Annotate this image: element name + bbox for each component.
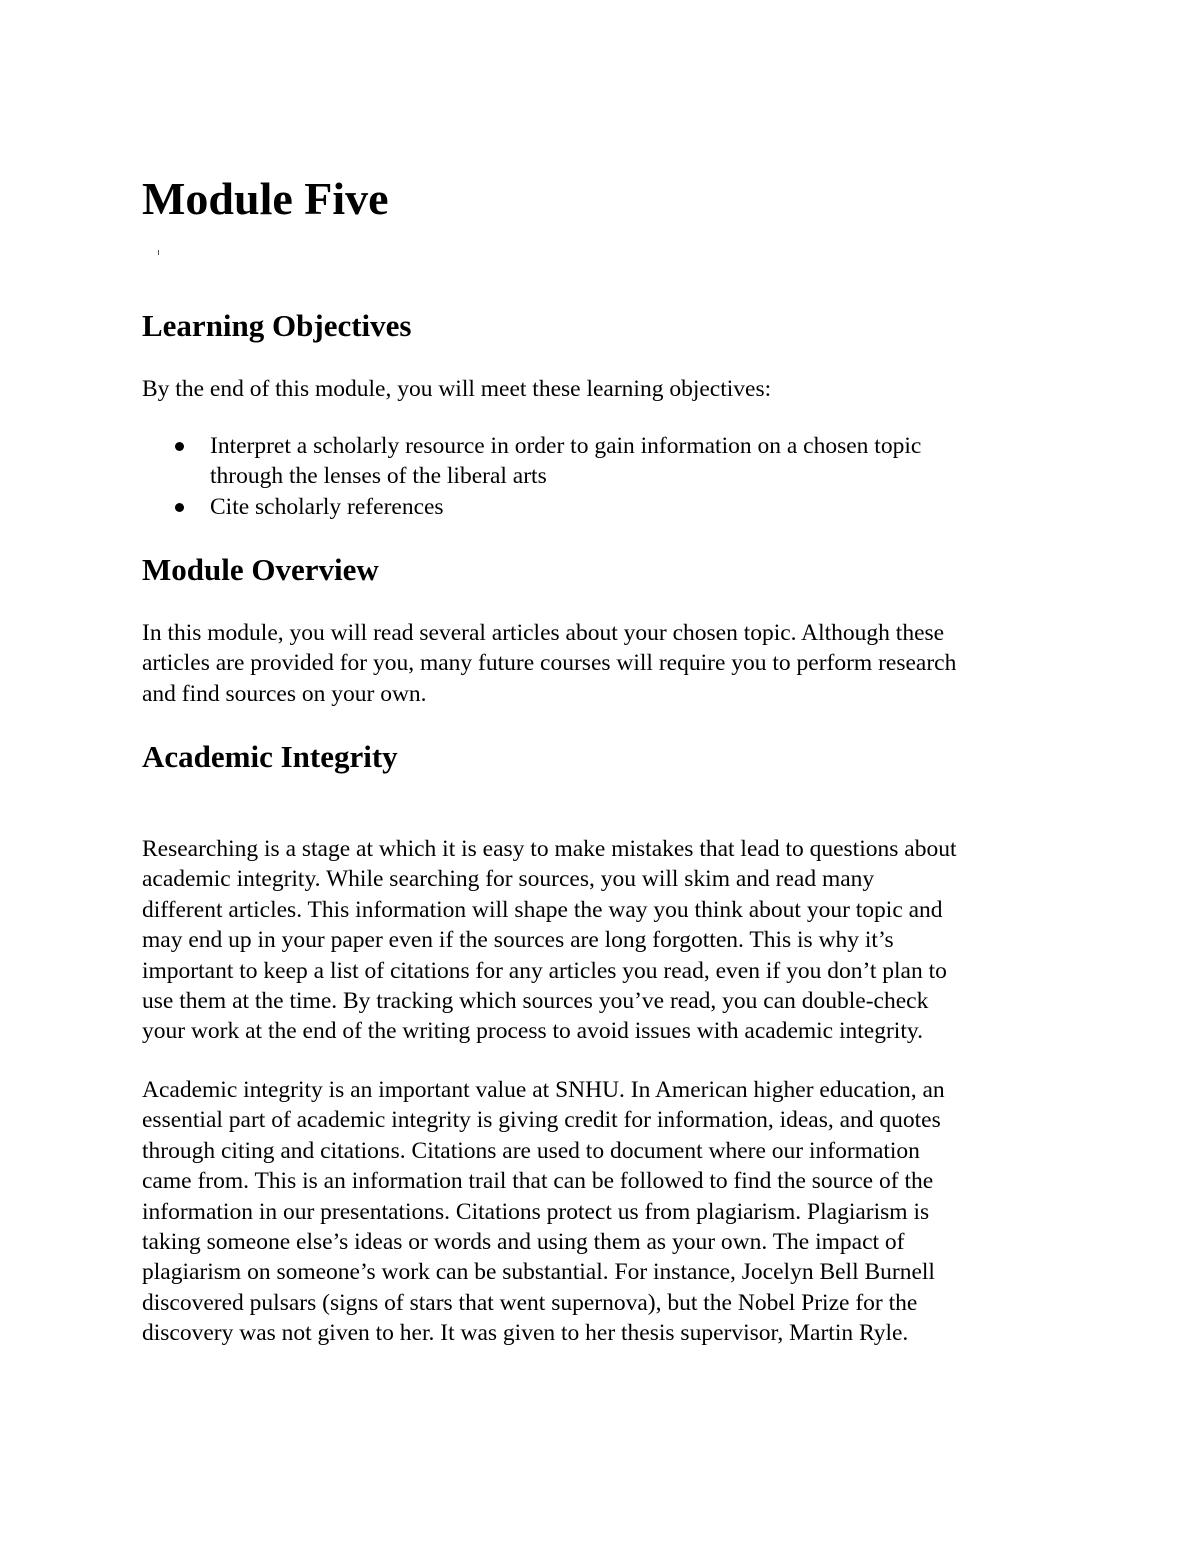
bullet-icon bbox=[175, 503, 184, 512]
paragraph-line: use them at the time. By tracking which sources you’ve read, you can double-check bbox=[142, 988, 929, 1015]
paragraph-line: essential part of academic integrity is giving credit for information, ideas, and quotes bbox=[142, 1107, 941, 1134]
heading-module-overview: Module Overview bbox=[142, 552, 379, 587]
list-item-line: through the lenses of the liberal arts bbox=[210, 463, 547, 490]
paragraph-line: discovery was not given to her. It was given to her thesis supervisor, Martin Ryle. bbox=[142, 1320, 909, 1347]
document-title: Module Five bbox=[142, 173, 389, 224]
paragraph-line: Researching is a stage at which it is easy to make mistakes that lead to questions about bbox=[142, 836, 957, 862]
paragraph-line: important to keep a list of citations for any articles you read, even if you don’t plan to bbox=[142, 957, 947, 984]
paragraph-line: articles are provided for you, many future courses will require you to perform research bbox=[142, 650, 957, 677]
paragraph-line: and find sources on your own. bbox=[142, 680, 427, 707]
integrity-paragraph-2 bbox=[142, 1075, 1102, 1349]
bullet-icon bbox=[175, 442, 184, 451]
cursor-mark bbox=[158, 250, 159, 255]
paragraph-line: plagiarism on someone’s work can be substantial. For instance, Jocelyn Bell Burnell bbox=[142, 1259, 935, 1286]
paragraph-line: may end up in your paper even if the sources are long forgotten. This is why it’s bbox=[142, 927, 894, 954]
paragraph-line: academic integrity. While searching for sources, you will skim and read many bbox=[142, 866, 875, 893]
paragraph-line: In this module, you will read several articles about your chosen topic. Although these bbox=[142, 620, 945, 646]
heading-learning-objectives: Learning Objectives bbox=[142, 308, 412, 343]
objectives-list bbox=[170, 431, 1070, 522]
heading-academic-integrity: Academic Integrity bbox=[142, 739, 398, 774]
list-item bbox=[170, 431, 1070, 492]
list-item-line: Interpret a scholarly resource in order to gain information on a chosen topic bbox=[210, 433, 922, 459]
list-item bbox=[170, 492, 1070, 522]
objectives-intro: By the end of this module, you will meet these learning objectives: bbox=[142, 376, 772, 402]
overview-paragraph bbox=[142, 618, 1102, 709]
paragraph-line: information in our presentations. Citations protect us from plagiarism. Plagiarism is bbox=[142, 1198, 930, 1225]
paragraph-line: discovered pulsars (signs of stars that went supernova), but the Nobel Prize for the bbox=[142, 1289, 918, 1316]
paragraph-line: different articles. This information will shape the way you think about your topic and bbox=[142, 896, 943, 923]
paragraph-line: taking someone else’s ideas or words and using them as your own. The impact of bbox=[142, 1229, 905, 1256]
paragraph-line: came from. This is an information trail that can be followed to find the source of the bbox=[142, 1168, 934, 1195]
paragraph-line: your work at the end of the writing process to avoid issues with academic integrity. bbox=[142, 1018, 923, 1045]
paragraph-line: Academic integrity is an important value at SNHU. In American higher education, an bbox=[142, 1077, 945, 1103]
list-item-line: Cite scholarly references bbox=[210, 493, 444, 520]
integrity-paragraph-1 bbox=[142, 834, 1102, 1047]
paragraph-line: through citing and citations. Citations are used to document where our information bbox=[142, 1137, 920, 1164]
